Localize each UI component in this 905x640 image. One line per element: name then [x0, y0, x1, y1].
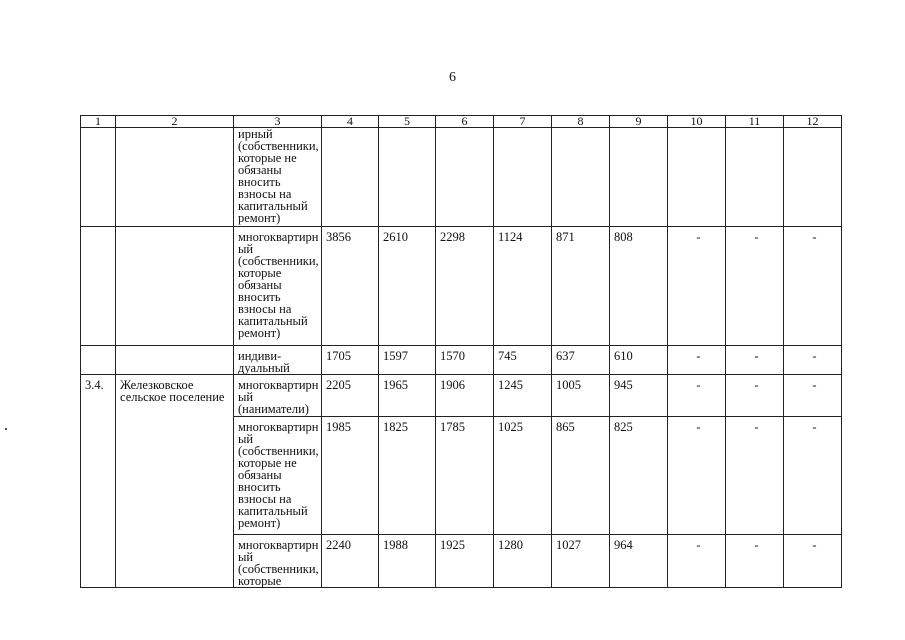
dash-cell: -: [726, 375, 784, 417]
value-cell: 1906: [436, 375, 494, 417]
dash-cell: -: [784, 375, 842, 417]
value-cell: 1925: [436, 535, 494, 588]
value-cell: [436, 128, 494, 227]
value-cell: 637: [552, 346, 610, 375]
housing-type-cell: многоквартирный (наниматели): [234, 375, 322, 417]
column-number: 3: [234, 116, 322, 128]
table-row: [81, 346, 842, 375]
page-number: 6: [449, 70, 456, 85]
value-cell: 1825: [379, 417, 436, 535]
dash-cell: -: [668, 375, 726, 417]
dash-cell: -: [726, 227, 784, 346]
dash-cell: -: [726, 346, 784, 375]
value-cell: 1124: [494, 227, 552, 346]
value-cell: 3856: [322, 227, 379, 346]
table-row: [81, 375, 842, 417]
row-number-cell: 3.4.: [81, 375, 116, 588]
dash-cell: -: [668, 227, 726, 346]
column-number: 4: [322, 116, 379, 128]
value-cell: 2610: [379, 227, 436, 346]
value-cell: 865: [552, 417, 610, 535]
dash-cell: -: [784, 535, 842, 588]
housing-type-cell: многоквартирный (собственники, которые не обязаны вносить взносы на капитальный ремонт): [234, 417, 322, 535]
value-cell: [552, 128, 610, 227]
value-cell: 1025: [494, 417, 552, 535]
column-number: 6: [436, 116, 494, 128]
housing-type-cell: ирный (собственники, которые не обязаны вносить взносы на капитальный ремонт): [234, 128, 322, 227]
settlement-cell: Железковское сельское поселение: [116, 375, 234, 588]
dash-cell: -: [668, 535, 726, 588]
value-cell: 745: [494, 346, 552, 375]
dash-cell: -: [668, 417, 726, 535]
dash-cell: [668, 128, 726, 227]
value-cell: 1280: [494, 535, 552, 588]
value-cell: 945: [610, 375, 668, 417]
dash-cell: -: [726, 417, 784, 535]
row-number-cell: [81, 227, 116, 346]
value-cell: 1597: [379, 346, 436, 375]
value-cell: 2205: [322, 375, 379, 417]
value-cell: 2298: [436, 227, 494, 346]
value-cell: [322, 128, 379, 227]
settlement-cell: [116, 128, 234, 227]
column-number: 2: [116, 116, 234, 128]
value-cell: 1965: [379, 375, 436, 417]
housing-type-cell: многоквартирный (собственники, которые обязаны вносить взносы на капитальный ремонт): [234, 227, 322, 346]
value-cell: 1705: [322, 346, 379, 375]
housing-type-cell: многоквартирный (собственники, которые: [234, 535, 322, 588]
scan-artifact-dot: [5, 428, 7, 430]
value-cell: 871: [552, 227, 610, 346]
value-cell: 1005: [552, 375, 610, 417]
value-cell: 808: [610, 227, 668, 346]
dash-cell: -: [726, 535, 784, 588]
dash-cell: -: [784, 417, 842, 535]
value-cell: 964: [610, 535, 668, 588]
value-cell: 1785: [436, 417, 494, 535]
column-number: 1: [81, 116, 116, 128]
value-cell: 2240: [322, 535, 379, 588]
row-number-cell: [81, 128, 116, 227]
settlement-cell: [116, 346, 234, 375]
column-number: 10: [668, 116, 726, 128]
dash-cell: -: [784, 227, 842, 346]
column-number: 11: [726, 116, 784, 128]
table-row: [81, 227, 842, 346]
value-cell: 610: [610, 346, 668, 375]
column-number-header: [81, 116, 842, 128]
tariff-table: [80, 115, 842, 588]
dash-cell: [726, 128, 784, 227]
column-number: 7: [494, 116, 552, 128]
value-cell: 1245: [494, 375, 552, 417]
table-row: [81, 128, 842, 227]
row-number-cell: [81, 346, 116, 375]
dash-cell: -: [784, 346, 842, 375]
column-number: 12: [784, 116, 842, 128]
value-cell: [610, 128, 668, 227]
dash-cell: [784, 128, 842, 227]
dash-cell: -: [668, 346, 726, 375]
settlement-cell: [116, 227, 234, 346]
column-number: 9: [610, 116, 668, 128]
value-cell: 1985: [322, 417, 379, 535]
value-cell: 1570: [436, 346, 494, 375]
value-cell: [379, 128, 436, 227]
housing-type-cell: индиви-дуальный: [234, 346, 322, 375]
value-cell: 1027: [552, 535, 610, 588]
column-number: 5: [379, 116, 436, 128]
value-cell: 1988: [379, 535, 436, 588]
value-cell: 825: [610, 417, 668, 535]
value-cell: [494, 128, 552, 227]
column-number: 8: [552, 116, 610, 128]
